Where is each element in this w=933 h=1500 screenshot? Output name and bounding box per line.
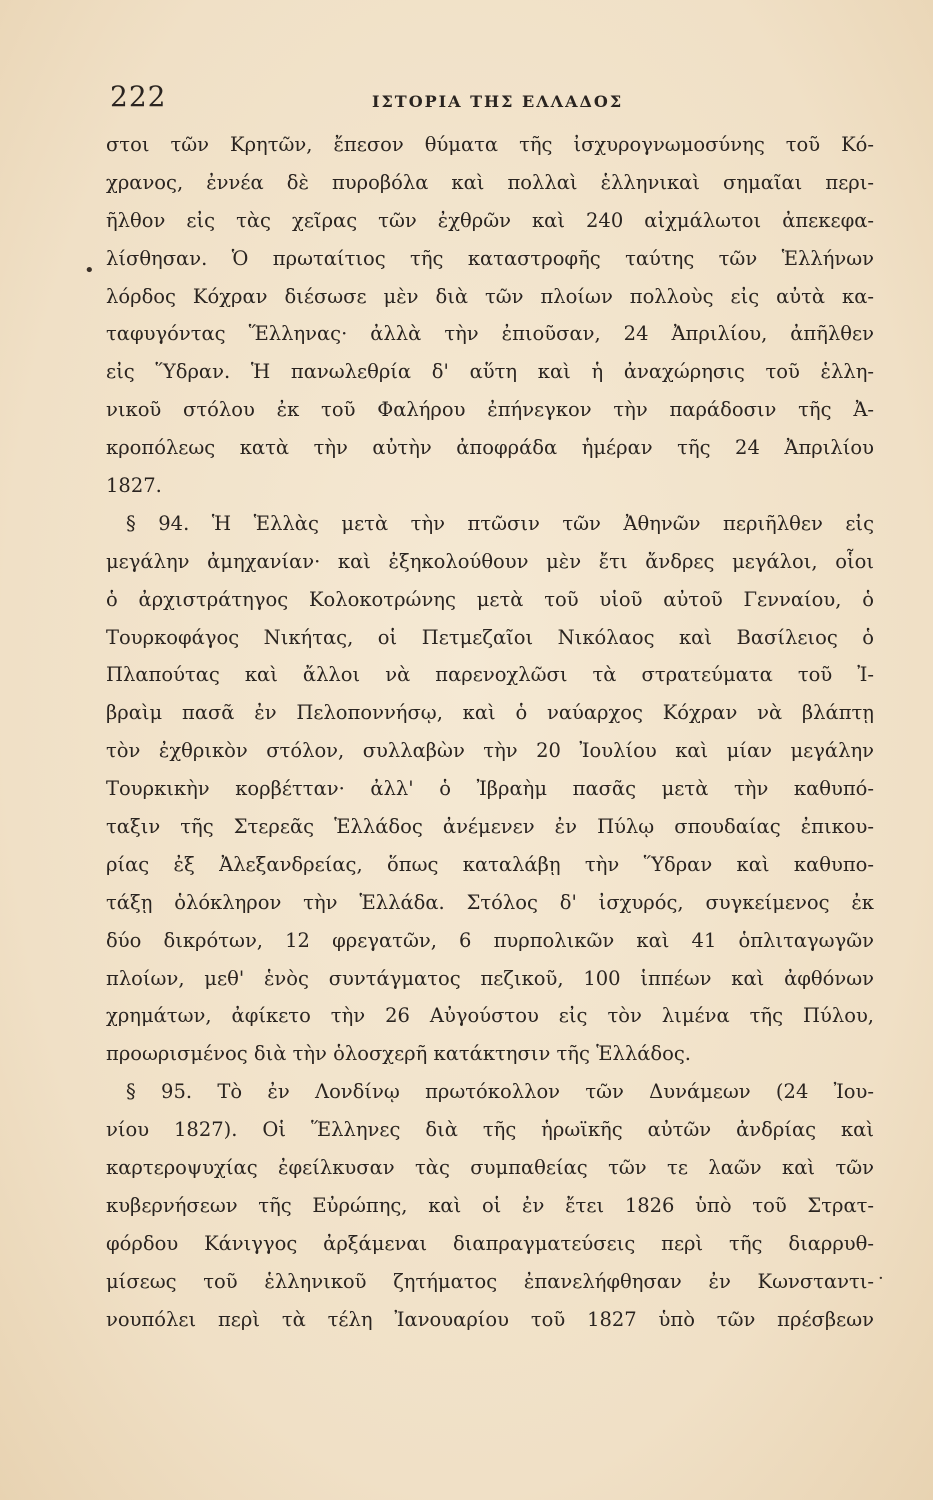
text-line: φόρδου Κάνιγγος ἀρξάμεναι διαπραγματεύσεις περὶ τῆς διαρρυθ- xyxy=(106,1231,874,1255)
text-line: μεγάλην ἀμηχανίαν· καὶ ἐξηκολούθουν μὲν ἔτι ἄνδρες μεγάλοι, οἷοι xyxy=(106,549,874,573)
page-number: 222 xyxy=(110,80,167,113)
text-line: ὁ ἀρχιστράτηγος Κολοκοτρώνης μετὰ τοῦ υἱοῦ αὐτοῦ Γενναίου, ὁ xyxy=(106,587,874,611)
text-line: ταξιν τῆς Στερεᾶς Ἑλλάδος ἀνέμενεν ἐν Πύλῳ σπουδαίας ἐπικου- xyxy=(106,815,874,839)
text-line: πλοίων, μεθ' ἑνὸς συντάγματος πεζικοῦ, 100 ἱππέων καὶ ἀφθόνων xyxy=(106,966,874,990)
body-text xyxy=(106,126,874,1339)
text-line: 1827. xyxy=(106,474,162,498)
text-line: κροπόλεως κατὰ τὴν αὐτὴν ἀποφράδα ἡμέραν τῆς 24 Ἀπριλίου xyxy=(106,436,874,460)
text-line: λίσθησαν. Ὁ πρωταίτιος τῆς καταστροφῆς ταύτης τῶν Ἑλλήνων xyxy=(106,246,874,270)
text-line: νικοῦ στόλου ἐκ τοῦ Φαλήρου ἐπήνεγκον τὴν παράδοσιν τῆς Ἀ- xyxy=(106,398,874,422)
text-line: εἰς Ὕδραν. Ἡ πανωλεθρία δ' αὕτη καὶ ἡ ἀναχώρησις τοῦ ἑλλη- xyxy=(106,360,874,384)
text-line: τὸν ἐχθρικὸν στόλον, συλλαβὼν τὴν 20 Ἰουλίου καὶ μίαν μεγάλην xyxy=(106,739,874,763)
text-line: νίου 1827). Οἱ Ἕλληνες διὰ τῆς ἡρωϊκῆς αὐτῶν ἀνδρίας καὶ xyxy=(106,1118,874,1142)
section-95-heading-line: § 95. Τὸ ἐν Λονδίνῳ πρωτόκολλον τῶν Δυνάμεων (24 Ἰου- xyxy=(126,1080,874,1104)
text-line: μίσεως τοῦ ἑλληνικοῦ ζητήματος ἐπανελήφθησαν ἐν Κωνσταντι- xyxy=(106,1269,874,1293)
text-line: λόρδος Κόχραν διέσωσε μὲν διὰ τῶν πλοίων πολλοὺς εἰς αὐτὰ κα- xyxy=(106,284,874,308)
text-line: Τουρκικὴν κορβέτταν· ἀλλ' ὁ Ἰβραὴμ πασᾶς μετὰ τὴν καθυπό- xyxy=(106,777,874,801)
bullet-mark-icon: • xyxy=(84,260,95,281)
page-header xyxy=(110,80,863,120)
text-line: καρτεροψυχίας ἐφείλκυσαν τὰς συμπαθείας τῶν τε λαῶν καὶ τῶν xyxy=(106,1156,874,1180)
running-title: ΙΣΤΟΡΙΑ ΤΗΣ ΕΛΛΑΔΟΣ xyxy=(372,92,624,111)
text-line: χρανος, ἐννέα δὲ πυροβόλα καὶ πολλαὶ ἑλληνικαὶ σημαῖαι περι- xyxy=(106,170,874,194)
text-line: δύο δικρότων, 12 φρεγατῶν, 6 πυρπολικῶν καὶ 41 ὁπλιταγωγῶν xyxy=(106,928,874,952)
text-line: τάξῃ ὁλόκληρον τὴν Ἑλλάδα. Στόλος δ' ἰσχυρός, συγκείμενος ἐκ xyxy=(106,890,874,914)
text-line: ῆλθον εἰς τὰς χεῖρας τῶν ἐχθρῶν καὶ 240 αἰχμάλωτοι ἀπεκεφα- xyxy=(106,208,874,232)
section-94-heading-line: § 94. Ἡ Ἑλλὰς μετὰ τὴν πτῶσιν τῶν Ἀθηνῶν περιῆλθεν εἰς xyxy=(126,511,874,535)
text-line: Τουρκοφάγος Νικήτας, οἱ Πετμεζαῖοι Νικόλαος καὶ Βασίλειος ὁ xyxy=(106,625,874,649)
text-line: νουπόλει περὶ τὰ τέλη Ἰανουαρίου τοῦ 1827 ὑπὸ τῶν πρέσβεων xyxy=(106,1307,874,1331)
text-line: προωρισμένος διὰ τὴν ὁλοσχερῆ κατάκτησιν τῆς Ἑλλάδος. xyxy=(106,1042,691,1066)
text-line: κυβερνήσεων τῆς Εὐρώπης, καὶ οἱ ἐν ἔτει 1826 ὑπὸ τοῦ Στρατ- xyxy=(106,1193,874,1217)
text-line: ταφυγόντας Ἕλληνας· ἀλλὰ τὴν ἐπιοῦσαν, 24 Ἀπριλίου, ἀπῆλθεν xyxy=(106,322,874,346)
text-line: βραὶμ πασᾶ ἐν Πελοποννήσῳ, καὶ ὁ ναύαρχος Κόχραν νὰ βλάπτῃ xyxy=(106,701,874,725)
dot-mark-icon: · xyxy=(878,1268,884,1289)
text-line: Πλαπούτας καὶ ἄλλοι νὰ παρενοχλῶσι τὰ στρατεύματα τοῦ Ἰ- xyxy=(106,663,874,687)
text-line: χρημάτων, ἀφίκετο τὴν 26 Αὐγούστου εἰς τὸν λιμένα τῆς Πύλου, xyxy=(106,1004,874,1028)
text-line: στοι τῶν Κρητῶν, ἔπεσον θύματα τῆς ἰσχυρογνωμοσύνης τοῦ Κό- xyxy=(106,133,874,156)
text-line: ρίας ἐξ Ἀλεξανδρείας, ὅπως καταλάβῃ τὴν Ὕδραν καὶ καθυπο- xyxy=(106,852,874,876)
